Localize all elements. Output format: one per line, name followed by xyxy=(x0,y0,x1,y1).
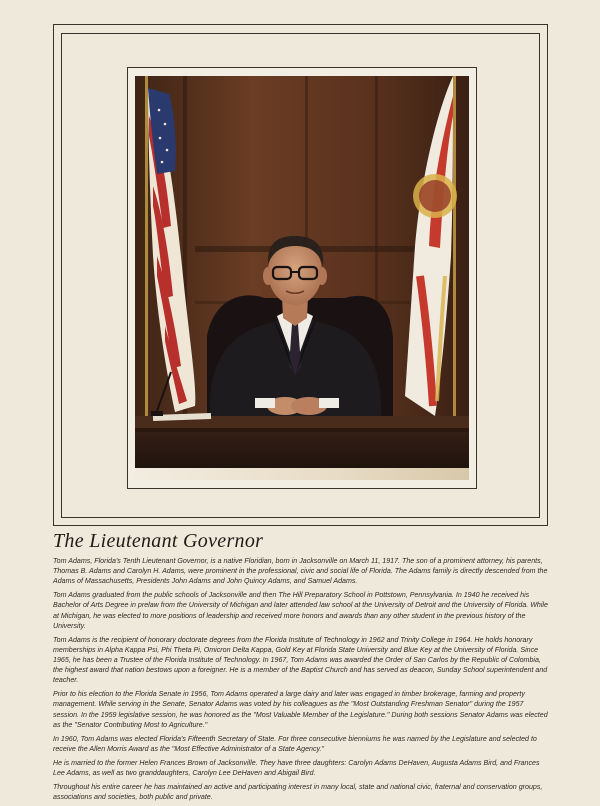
page-heading: The Lieutenant Governor xyxy=(53,530,264,552)
paragraph-civic: Throughout his entire career he has maintained an active and participating interest in many local, state and national civic, fraternal and conservation groups, associations and societies, both public and private. xyxy=(53,782,543,801)
biography-text xyxy=(53,556,551,806)
paragraph-birth: Tom Adams, Florida's Tenth Lieutenant Governor, is a native Floridian, born in Jacksonville on March 11, 1917. The son of a prominent attorney, his parents, Thomas B. Adams and Carolyn H. Adams, were prominent in the professional, civic and social life of Florida. The Adams family is directly descended from the Adams of Massachusetts, Presidents John Adams and John Quincy Adams, and Samuel Adams. xyxy=(53,557,548,586)
portrait-photo xyxy=(135,76,469,480)
paragraph-honors: Tom Adams is the recipient of honorary doctorate degrees from the Florida Institute of Technology in 1962 and Trinity College in 1964. He holds honorary memberships in Alpha Kappa Psi, Phi Theta Pi, Omicron Delta Kappa, Gold Key at Florida State University and Blue Key at the University of Florida. Since 1965, he has been a Trustee of the Florida Institute of Technology. In 1967, Tom Adams was awarded the Order of San Carlos by the Republic of Colombia, the highest award that nation bestows upon a foreigner. He is a member of the Baptist Church and has served as deacon, Sunday School superintendent and teacher. xyxy=(53,635,548,685)
paragraph-secretary-of-state: In 1960, Tom Adams was elected Florida's Fifteenth Secretary of State. For three consecutive bienniums he was named by the Legislature and selected to receive the Allen Morris Award as the "Most Effective Administrator of a State Agency." xyxy=(53,734,537,753)
paragraph-senate: Prior to his election to the Florida Senate in 1956, Tom Adams operated a large dairy and later was engaged in timber brokerage, farming and property management. While serving in the Senate, Senator Adams was voted by his colleagues as the "Most Outstanding Freshman Senator" during the 1957 session. In the 1959 legislative session, he was honored as the "Most Valuable Member of the Legislature." During both sessions Senator Adams was elected as the "Senator Contributing Most to Agriculture." xyxy=(53,690,548,729)
paragraph-education: Tom Adams graduated from the public schools of Jacksonville and then The Hill Preparatory School in Pottstown, Pennsylvania. In 1940 he received his Bachelor of Arts Degree in prelaw from the University of Michigan and later attended law school at the University of Detroit and the University of Florida. While at Michigan, he was elected to more positions of leadership and received more honors and awards than any other student in the previous history of the University. xyxy=(53,591,548,630)
paragraph-family: He is married to the former Helen Frances Brown of Jacksonville. They have three daughters: Carolyn Adams DeHaven, Augusta Adams Bird, and Frances Lee Adams, as well as two granddaughters, Carolyn Lee DeHaven and Abigail Bird. xyxy=(53,758,540,777)
